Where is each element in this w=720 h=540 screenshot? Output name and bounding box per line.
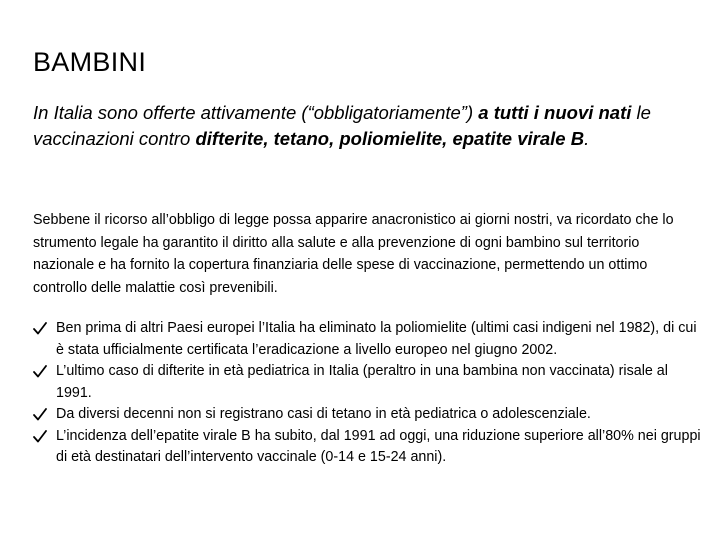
- checkmark-icon: [33, 361, 51, 382]
- bullet-text: L’ultimo caso di difterite in età pediatrica in Italia (peraltro in una bambina non vaccinata) risale al 1991.: [56, 363, 668, 401]
- bullet-item: [33, 404, 703, 426]
- intro-text-part-2: le vaccinazioni contro: [33, 102, 651, 149]
- bullet-item: [33, 318, 703, 361]
- bullet-text: L’incidenza dell’epatite virale B ha subito, dal 1991 ad oggi, una riduzione superiore all’80% nei gruppi di età destinatari dell’intervento vaccinale (0-14 e 15-24 anni).: [56, 427, 701, 465]
- intro-bold-newborns: a tutti i nuovi nati: [478, 102, 632, 123]
- checkmark-icon: [33, 318, 51, 339]
- bullet-item: [33, 361, 703, 404]
- intro-text-part-1: In Italia sono offerte attivamente (“obbligatoriamente”): [33, 102, 479, 123]
- bullet-list: [33, 318, 703, 469]
- bullet-text: Ben prima di altri Paesi europei l’Italia ha eliminato la poliomielite (ultimi casi indigeni nel 1982), di cui è stata ufficialmente certificata l’eradicazione a livello europeo nel giugno 2002.: [56, 320, 697, 358]
- checkmark-icon: [33, 426, 51, 447]
- checkmark-icon: [33, 404, 51, 425]
- intro-text-part-3: .: [584, 128, 590, 149]
- bullet-text: Da diversi decenni non si registrano casi di tetano in età pediatrica o adolescenziale.: [56, 406, 591, 422]
- body-paragraph: Sebbene il ricorso all’obbligo di legge possa apparire anacronistico ai giorni nostri, va ricordato che lo strumento legale ha garantito il diritto alla salute e alla prevenzione di ogni bambino sul territorio nazionale e ha fornito la copertura finanziaria delle spese di vaccinazione, permettendo un ottimo controllo delle malattie così prevenibili.: [33, 212, 674, 296]
- bullet-item: [33, 426, 703, 469]
- intro-text: [33, 100, 693, 152]
- intro-bold-diseases: difterite, tetano, poliomielite, epatite virale B: [195, 128, 585, 149]
- slide-title: BAMBINI: [33, 47, 147, 77]
